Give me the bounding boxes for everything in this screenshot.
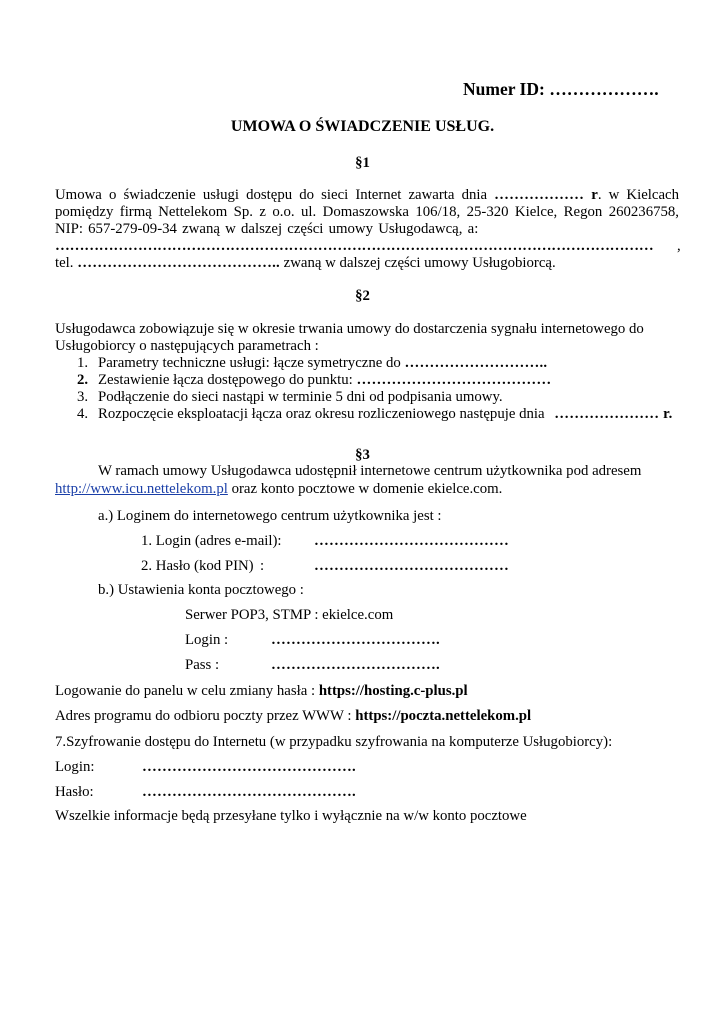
enc-login-label: Login: [55,759,95,775]
panel-url: https://hosting.c-plus.pl [318,683,468,699]
s1-line-5-end: zwaną w dalszej części umowy Usługobiorcą. [283,255,556,271]
mail-pass-blank: ……………………………. [271,657,440,673]
tel-blank: ………………………………….. [77,255,280,271]
document-title: UMOWA O ŚWIADCZENIE USŁUG. [230,118,495,135]
enc-login-blank: ……………………………………. [142,759,356,775]
enc-pass-blank: ……………………………………. [142,784,356,800]
numer-id-value: ………………. [549,79,659,99]
webmail-line [55,707,531,725]
s1-line-4-comma: , [677,238,681,254]
panel-login-line [55,682,468,700]
numer-id [463,79,659,99]
client-name-blank: …………………………………………………………………………………………………………… [55,238,654,254]
a2-label: 2. Hasło (kod PIN) [141,558,254,574]
encryption-line: 7.Szyfrowanie dostępu do Internetu (w przypadku szyfrowania na komputerze Usługobiorcy): [55,734,613,750]
list-text: Podłączenie do sieci nastąpi w terminie 5 dni od podpisania umowy. [98,389,503,405]
list-num: 1. [77,355,89,371]
list-item [77,388,503,406]
enc-pass-label: Hasło: [55,784,94,800]
section-1-heading: §1 [355,155,370,171]
mail-login-label: Login : [185,632,229,648]
list-text: Rozpoczęcie eksploatacji łącza oraz okresu rozliczeniowego następuje dnia [98,406,545,422]
section-3-heading: §3 [355,447,370,463]
r-abbrev: r [591,187,598,203]
list-item [77,354,547,372]
a1-login-blank: ………………………………… [314,533,509,549]
icu-link[interactable]: http://www.icu.nettelekom.pl [55,481,228,497]
s1-line-1 [55,186,679,204]
list-blank: ………………… r. [554,406,673,422]
list-text: Parametry techniczne usługi: łącze symetryczne do [98,355,401,371]
a-heading: a.) Loginem do internetowego centrum użytkownika jest : [98,508,442,524]
list-item [77,405,672,423]
s3-paragraph-2 [55,480,502,498]
list-blank: ………………………………… [356,372,552,388]
a1-label: 1. Login (adres e-mail): [141,533,282,549]
a2-pin-blank: ………………………………… [314,558,509,574]
s3-paragraph-1: W ramach umowy Usługodawca udostępnił internetowe centrum użytkownika pod adresem [98,463,642,479]
s3-paragraph-2-rest: oraz konto pocztowe w domenie ekielce.com. [231,481,503,497]
tel-label: tel. [55,255,74,271]
s1-line-1-end: . w Kielcach [597,187,679,203]
list-blank: ……………………….. [404,355,548,371]
mail-pass-label: Pass : [185,657,220,673]
s2-paragraph-2: Usługobiorcy o następujących parametrach : [55,338,319,354]
list-num: 3. [77,389,89,405]
b-heading: b.) Ustawienia konta pocztowego : [98,582,304,598]
s1-line-4 [55,237,653,255]
webmail-text: Adres programu do odbioru poczty przez WWW : [55,708,352,724]
section-2-heading: §2 [355,288,370,304]
list-text: Zestawienie łącza dostępowego do punktu: [98,372,353,388]
a2-colon: : [260,558,265,574]
webmail-url: https://poczta.nettelekom.pl [355,708,532,724]
date-blank: ……………… [494,187,585,203]
s1-line-3: NIP: 657-279-09-34 zwaną w dalszej części umowy Usługodawcą, a: [55,221,479,237]
s1-line-5 [55,254,556,272]
list-item [77,371,551,389]
s2-paragraph-1: Usługodawca zobowiązuje się w okresie trwania umowy do dostarczenia sygnału internetowego do [55,321,644,337]
panel-login-text: Logowanie do panelu w celu zmiany hasła : [55,683,316,699]
s1-line-2: pomiędzy firmą Nettelekom Sp. z o.o. ul. Domaszowska 106/18, 25-320 Kielce, Regon 260236758, [55,204,679,220]
mail-server: Serwer POP3, STMP : ekielce.com [185,607,394,623]
mail-login-blank: ……………………………. [271,632,440,648]
final-note: Wszelkie informacje będą przesyłane tylko i wyłącznie na w/w konto pocztowe [55,808,527,824]
numer-id-label: Numer ID: [463,79,545,99]
s1-line-1-text: Umowa o świadczenie usługi dostępu do sieci Internet zawarta dnia [55,187,488,203]
list-num: 2. [77,372,89,388]
list-num: 4. [77,406,89,422]
